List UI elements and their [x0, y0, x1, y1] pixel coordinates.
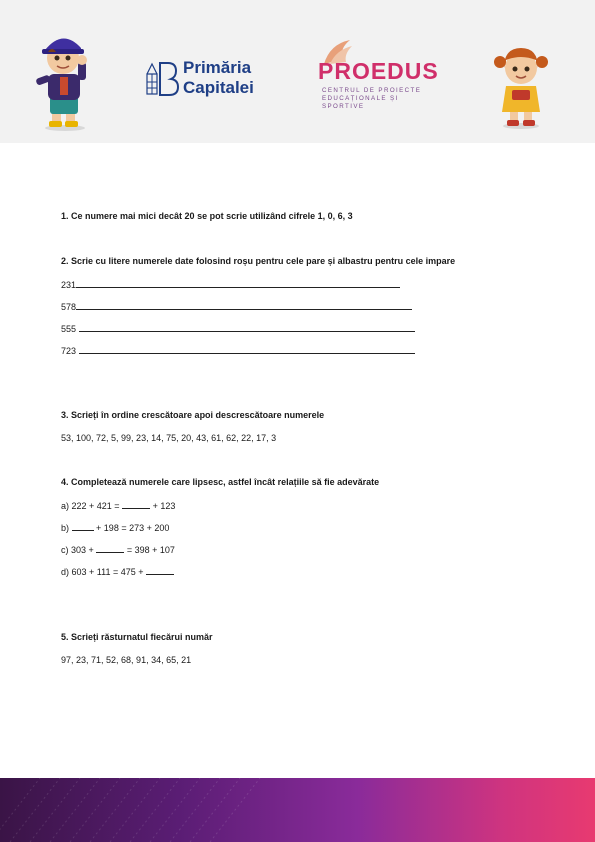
- exercise-3-numbers: 53, 100, 72, 5, 99, 23, 14, 75, 20, 43, 61, 62, 22, 17, 3: [61, 433, 277, 443]
- equation-left: c) 303 +: [61, 545, 94, 555]
- exercise-4-item-d: [61, 566, 174, 578]
- proedus-logo: [318, 38, 443, 113]
- footer-stripes-pattern: [0, 778, 595, 842]
- answer-line[interactable]: [76, 279, 400, 288]
- exercise-2-item-723: [61, 345, 415, 357]
- proedus-logo-subtitle: CENTRUL DE PROIECTE EDUCAȚIONALE ȘI SPORTIVE: [322, 87, 422, 110]
- exercise-3-title: 3. Scrieți în ordine crescătoare apoi descrescătoare numerele: [61, 410, 325, 420]
- exercise-2-title: 2. Scrie cu litere numerele date folosind roșu pentru cele pare și albastru pentru cele impare: [61, 256, 456, 266]
- proedus-logo-name: PROEDUS: [318, 58, 439, 84]
- exercise-4-item-b: [61, 522, 169, 534]
- exercise-1-title: 1. Ce numere mai mici decât 20 se pot scrie utilizând cifrele 1, 0, 6, 3: [61, 211, 353, 221]
- page-header: [0, 0, 595, 143]
- exercise-4-title: 4. Completează numerele care lipsesc, astfel încât relațiile să fie adevărate: [61, 477, 380, 487]
- answer-line[interactable]: [79, 323, 415, 332]
- equation-right: = 398 + 107: [126, 545, 175, 555]
- exercise-2-number: 555: [61, 324, 77, 334]
- girl-character-illustration: [490, 38, 552, 130]
- exercise-4-item-c: [61, 544, 175, 556]
- answer-line[interactable]: [79, 345, 415, 354]
- equation-left: d) 603 + 111 = 475 +: [61, 567, 144, 577]
- primaria-logo-line1: Primăria: [183, 58, 252, 77]
- primaria-logo-line2: Capitalei: [183, 78, 254, 97]
- decorative-footer-band: [0, 778, 595, 842]
- primaria-emblem-icon: [145, 60, 181, 98]
- equation-label: b): [61, 523, 70, 533]
- exercise-2-number: 231: [61, 280, 77, 290]
- exercise-2-item-555: [61, 323, 415, 335]
- answer-line[interactable]: [76, 301, 412, 310]
- exercise-5-numbers: 97, 23, 71, 52, 68, 91, 34, 65, 21: [61, 655, 192, 665]
- exercise-2-item-578: [61, 301, 412, 313]
- answer-blank[interactable]: [122, 500, 150, 509]
- boy-character-illustration: [30, 22, 100, 132]
- exercise-5-title: 5. Scrieți răsturnatul fiecărui număr: [61, 632, 213, 642]
- answer-blank[interactable]: [96, 544, 124, 553]
- equation-right: + 198 = 273 + 200: [96, 523, 170, 533]
- equation-left: a) 222 + 421 =: [61, 501, 120, 511]
- equation-right: + 123: [152, 501, 176, 511]
- exercise-4-item-a: [61, 500, 175, 512]
- exercise-2-number: 578: [61, 302, 77, 312]
- answer-blank[interactable]: [146, 566, 174, 575]
- exercise-2-item-231: [61, 279, 400, 291]
- answer-blank[interactable]: [72, 522, 94, 531]
- exercise-2-number: 723: [61, 346, 77, 356]
